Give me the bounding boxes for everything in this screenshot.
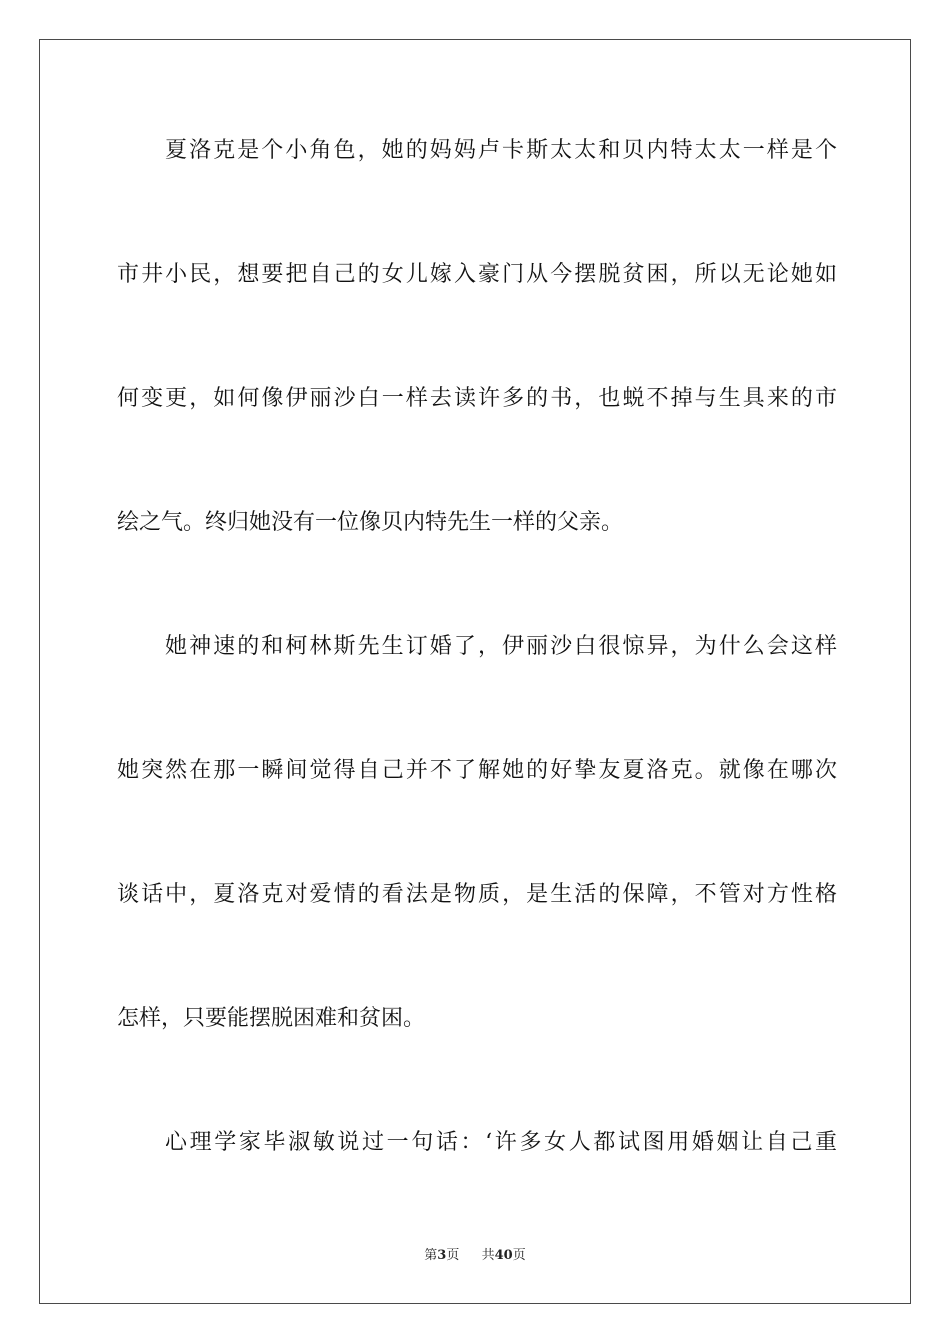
text-line: 市井小民，想要把自己的女儿嫁入豪门从今摆脱贫困，所以无论她如 <box>117 262 837 287</box>
text-line: 心理学家毕淑敏说过一句话：‘许多女人都试图用婚姻让自己重 <box>165 1130 837 1155</box>
text-line: 何变更，如何像伊丽沙白一样去读许多的书，也蜕不掉与生具来的市 <box>117 386 837 411</box>
page-prefix: 第 <box>424 1248 438 1263</box>
text-line: 谈话中，夏洛克对爱情的看法是物质，是生活的保障，不管对方性格 <box>117 882 837 907</box>
total-suffix: 页 <box>512 1248 526 1263</box>
text-line: 绘之气。终归她没有一位像贝内特先生一样的父亲。 <box>117 510 624 535</box>
text-line: 她突然在那一瞬间觉得自己并不了解她的好挚友夏洛克。就像在哪次 <box>117 758 837 783</box>
total-pages: 40 <box>494 1248 513 1263</box>
page-border <box>39 39 911 1304</box>
text-line: 她神速的和柯林斯先生订婚了，伊丽沙白很惊异，为什么会这样 <box>165 634 837 659</box>
page-number: 3 <box>437 1248 447 1263</box>
total-prefix: 共 <box>481 1248 495 1263</box>
page-suffix: 页 <box>446 1248 460 1263</box>
text-line: 夏洛克是个小角色，她的妈妈卢卡斯太太和贝内特太太一样是个 <box>165 138 837 163</box>
page-footer <box>0 1247 950 1265</box>
text-line: 怎样，只要能摆脱困难和贫困。 <box>117 1006 426 1031</box>
